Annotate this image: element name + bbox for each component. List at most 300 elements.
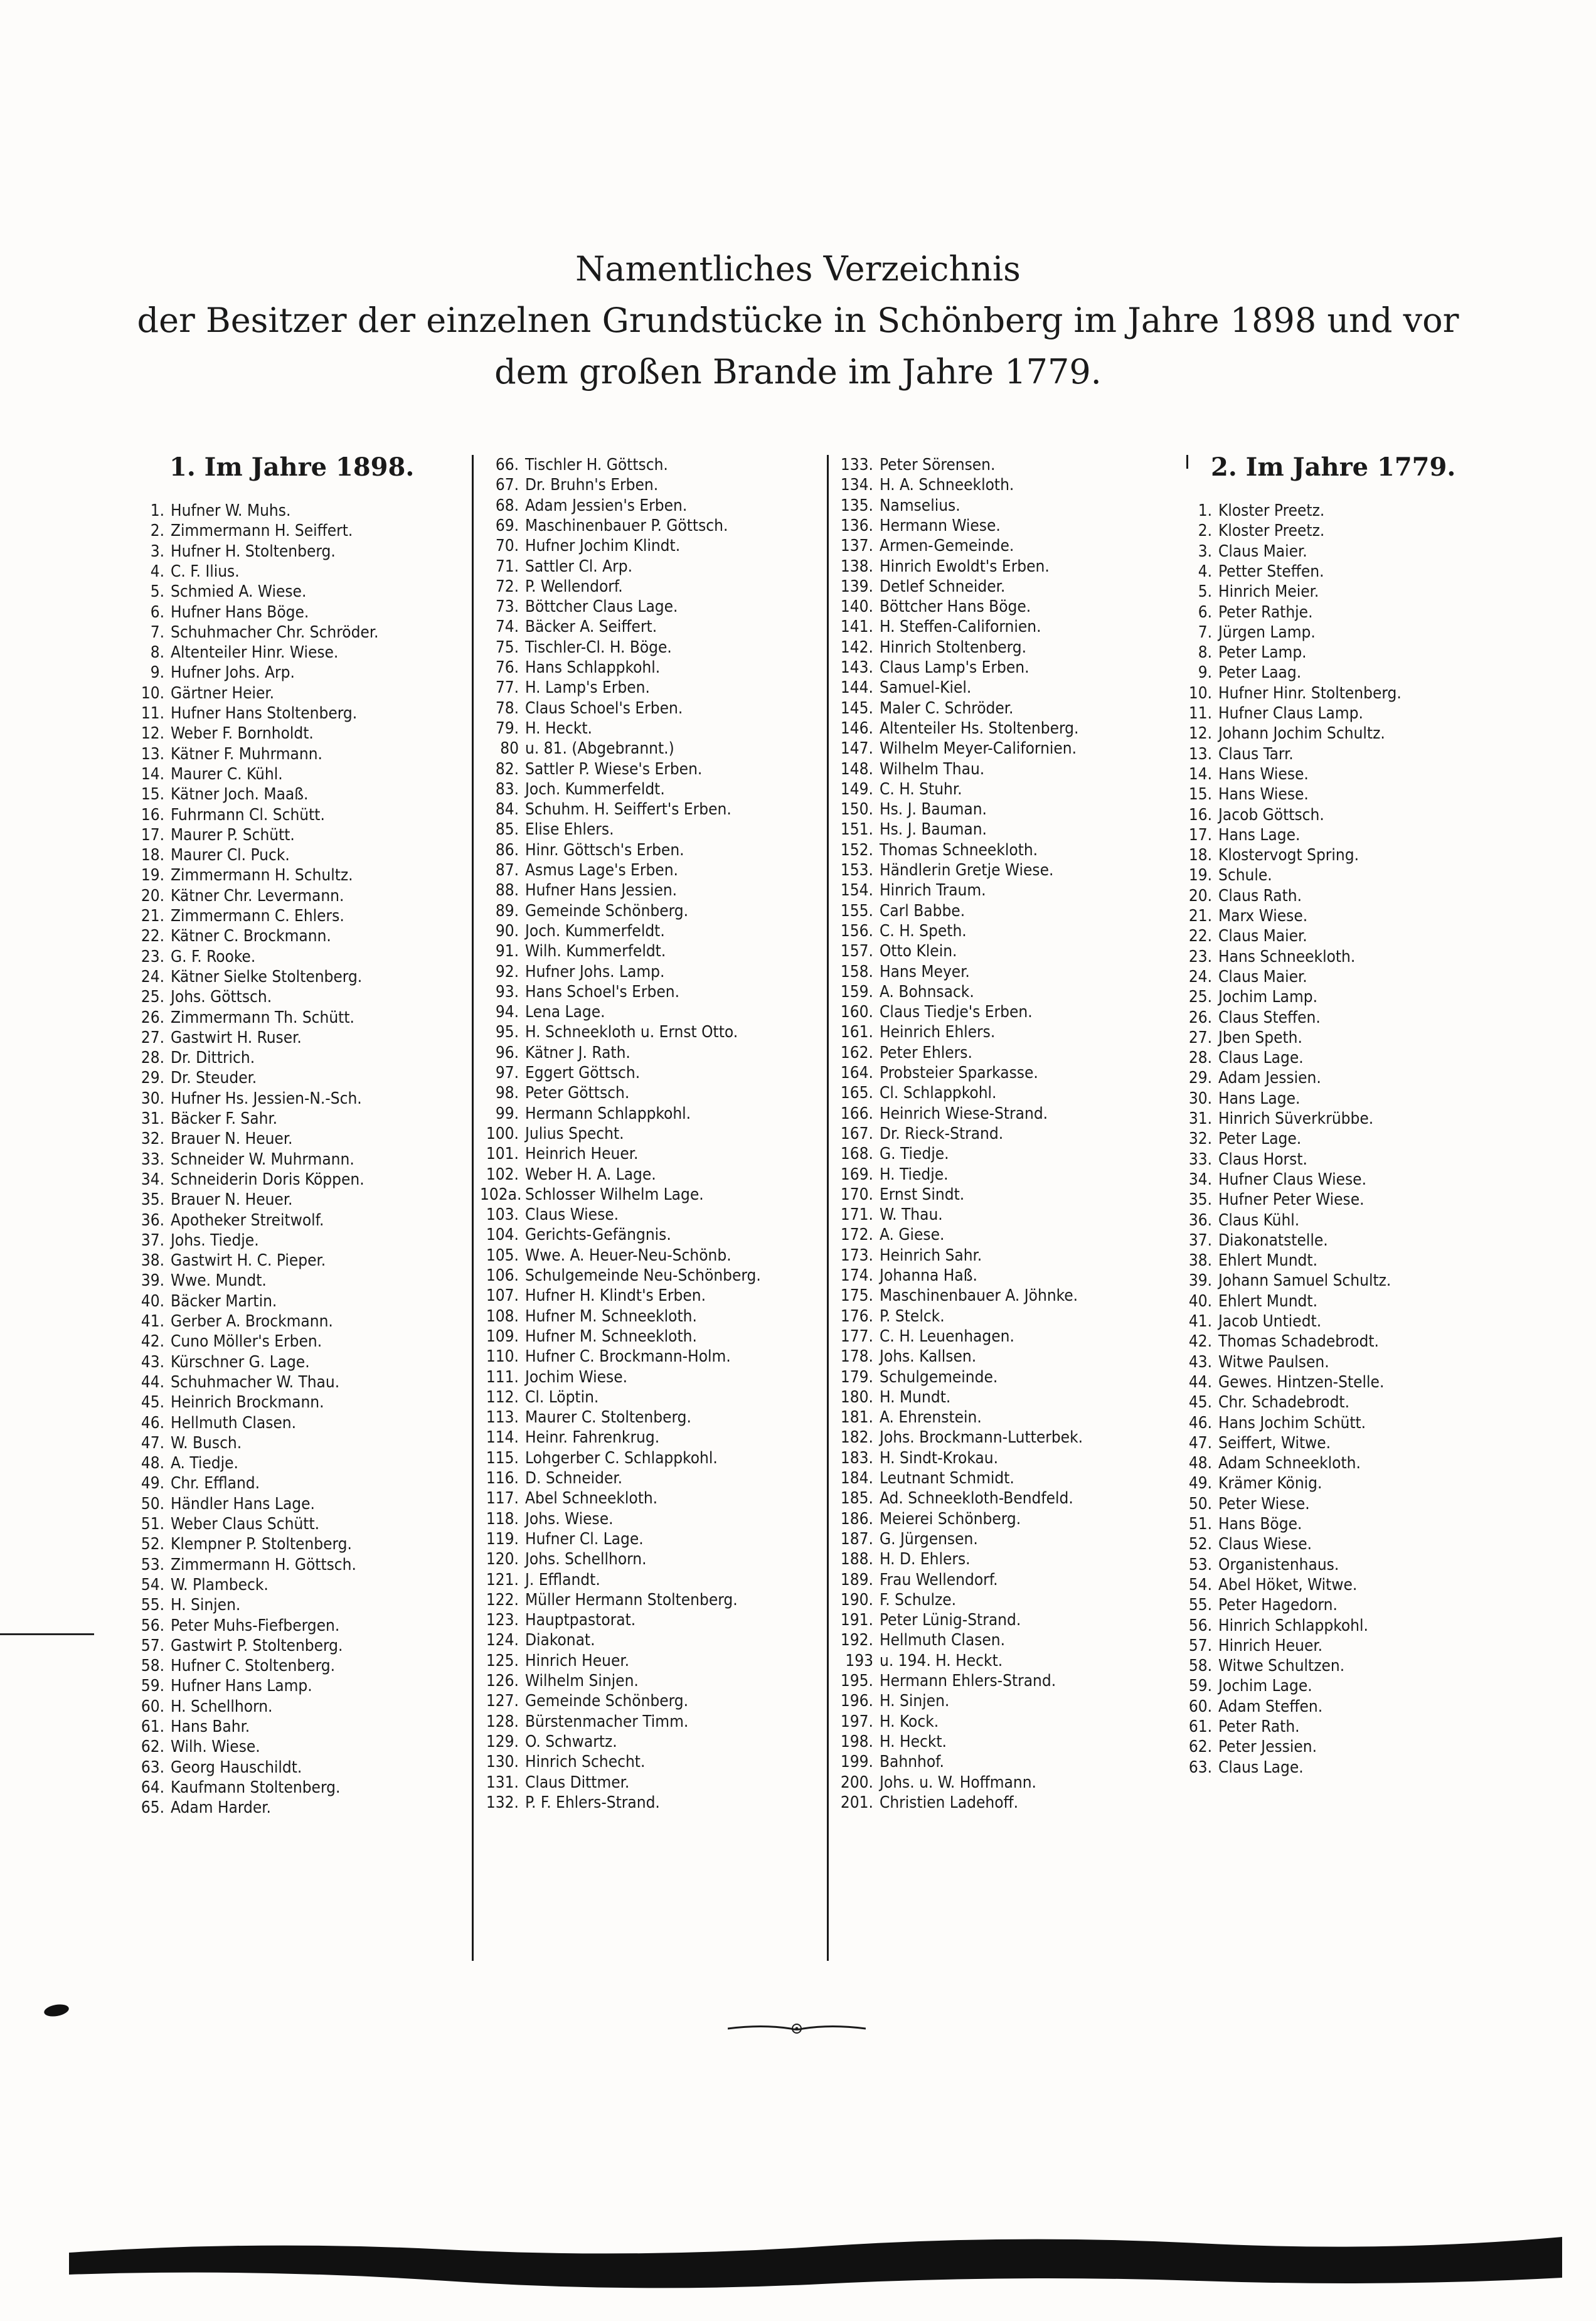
owner-name: Hinrich Schecht.: [525, 1753, 646, 1772]
owner-name: Hermann Schlappkohl.: [525, 1104, 691, 1123]
list-item: [480, 739, 674, 759]
item-number: 164.: [840, 1064, 873, 1082]
item-number: 154.: [840, 881, 873, 900]
item-number: 91.: [495, 942, 519, 961]
owner-name: Hufner Hinr. Stoltenberg.: [1218, 683, 1402, 703]
list-item: [480, 658, 660, 678]
list-item: [1184, 967, 1307, 987]
owner-name: Schule.: [1218, 866, 1272, 885]
owner-name: Hans Lage.: [1218, 1089, 1301, 1108]
list-item: [1184, 1514, 1302, 1534]
owner-name: Johann Samuel Schultz.: [1218, 1271, 1391, 1291]
owner-name: Jochim Lamp.: [1218, 988, 1318, 1007]
list-item: [480, 1286, 706, 1306]
owner-name: Dr. Dittrich.: [171, 1048, 255, 1068]
list-item: [480, 496, 687, 516]
owner-name: Bahnhof.: [880, 1753, 944, 1772]
owner-name: Klostervogt Spring.: [1218, 846, 1359, 865]
owner-name: Bürstenmacher Timm.: [525, 1712, 689, 1731]
item-number: 187.: [840, 1529, 873, 1549]
list-item: [480, 617, 657, 637]
item-number: 70.: [495, 536, 519, 556]
list-item: [138, 1089, 362, 1109]
owner-name: Adam Jessien's Erben.: [525, 496, 688, 515]
item-number: 84.: [495, 800, 519, 819]
list-item: [138, 825, 295, 845]
owner-name: Cl. Löptin.: [525, 1387, 599, 1407]
list-item: [834, 921, 967, 941]
owner-name: Kätner C. Brockmann.: [171, 927, 331, 946]
list-item: [834, 577, 1005, 597]
list-item: [834, 1427, 1083, 1448]
list-item: [1184, 1068, 1321, 1088]
owner-name: Claus Dittmer.: [525, 1773, 630, 1792]
item-number: 26.: [1188, 1008, 1212, 1027]
item-number: 68.: [495, 496, 519, 515]
owner-name: Altenteiler Hs. Stoltenberg.: [880, 718, 1079, 738]
item-number: 21.: [1188, 907, 1212, 926]
item-number: 102a.: [480, 1185, 522, 1204]
owner-name: Heinrich Ehlers.: [880, 1023, 996, 1042]
item-number: 87.: [495, 861, 519, 880]
list-item: [138, 1311, 333, 1331]
list-item: [480, 941, 666, 961]
item-number: 27.: [141, 1028, 164, 1047]
item-number: 5.: [150, 582, 164, 602]
section-1779-heading: 2. Im Jahre 1779.: [1211, 452, 1456, 482]
item-number: 71.: [495, 557, 519, 576]
owner-name: Lohgerber C. Schlappkohl.: [525, 1448, 718, 1468]
item-number: 140.: [840, 597, 873, 617]
item-number: 73.: [495, 597, 519, 617]
item-number: 38.: [1188, 1251, 1212, 1271]
list-item: [138, 1068, 257, 1088]
owner-name: H. Mundt.: [880, 1387, 951, 1407]
owner-name: Cl. Schlappkohl.: [880, 1084, 997, 1103]
list-item: [834, 1590, 956, 1610]
list-item: [138, 1230, 259, 1251]
item-number: 46.: [141, 1413, 164, 1433]
item-number: 145.: [840, 698, 873, 718]
item-number: 178.: [840, 1347, 873, 1367]
item-number: 17.: [1188, 825, 1212, 845]
list-item: [480, 557, 632, 577]
list-item: [1184, 1676, 1312, 1696]
item-number: 121.: [486, 1570, 519, 1589]
list-item: [834, 557, 1050, 577]
list-item: [480, 1671, 639, 1691]
item-number: 112.: [486, 1387, 519, 1407]
owner-name: Hufner Hans Böge.: [171, 602, 309, 622]
owner-name: W. Plambeck.: [171, 1575, 269, 1594]
owner-name: Claus Schoel's Erben.: [525, 698, 683, 718]
owner-name: Hans Schneekloth.: [1218, 947, 1356, 966]
item-number: 122.: [486, 1590, 519, 1609]
column-divider: [1186, 455, 1188, 469]
item-number: 57.: [141, 1636, 164, 1655]
owner-name: Bäcker F. Sahr.: [171, 1109, 278, 1128]
list-item: [834, 1286, 1078, 1306]
list-item: [138, 1372, 339, 1392]
owner-name: Peter Rathje.: [1218, 602, 1313, 622]
list-item: [480, 678, 650, 698]
item-number: 85.: [495, 820, 519, 840]
list-item: [834, 1630, 1005, 1650]
list-item: [138, 1453, 238, 1473]
owner-name: Hauptpastorat.: [525, 1611, 636, 1630]
list-item: [834, 1306, 945, 1326]
list-item: [834, 1488, 1073, 1508]
item-number: 125.: [486, 1651, 519, 1670]
list-item: [1184, 1636, 1322, 1656]
list-item: [1184, 947, 1355, 967]
owner-name: Apotheker Streitwolf.: [171, 1210, 324, 1230]
owner-name: Peter Hagedorn.: [1218, 1596, 1338, 1615]
item-number: 44.: [1188, 1372, 1212, 1392]
item-number: 39.: [141, 1271, 164, 1291]
list-item: [1184, 1534, 1312, 1554]
list-item: [138, 1534, 352, 1554]
item-number: 193: [845, 1651, 873, 1670]
list-item: [480, 1083, 629, 1103]
list-item: [138, 602, 309, 622]
list-item: [1184, 1331, 1379, 1352]
item-number: 195.: [840, 1672, 873, 1690]
list-item: [138, 1190, 292, 1210]
owner-name: Hufner Hans Lamp.: [171, 1677, 312, 1696]
item-number: 146.: [840, 718, 873, 738]
owner-name: Witwe Paulsen.: [1218, 1352, 1329, 1372]
item-number: 190.: [840, 1590, 873, 1609]
owner-name: Hufner C. Brockmann-Holm.: [525, 1347, 731, 1367]
list-item: [1184, 825, 1300, 845]
item-number: 136.: [840, 516, 873, 535]
owner-name: Gastwirt H. C. Pieper.: [171, 1251, 326, 1271]
owner-name: Hermann Ehlers-Strand.: [880, 1672, 1056, 1690]
item-number: 153.: [840, 861, 873, 880]
list-item: [1184, 1717, 1300, 1737]
owner-name: H. Sinjen.: [171, 1596, 241, 1615]
item-number: 43.: [1188, 1352, 1212, 1372]
list-item: [834, 1407, 982, 1427]
list-item: [480, 1712, 688, 1732]
list-item: [138, 1494, 315, 1514]
item-number: 2.: [1198, 521, 1212, 541]
list-item: [834, 1144, 949, 1164]
list-item: [1184, 683, 1402, 703]
list-item: [1184, 1230, 1328, 1251]
list-item: [834, 1712, 939, 1732]
owner-name: J. Efflandt.: [525, 1570, 600, 1589]
list-item: [138, 1331, 322, 1352]
item-number: 98.: [495, 1084, 519, 1103]
item-number: 52.: [1188, 1535, 1212, 1554]
owner-name: Schlosser Wilhelm Lage.: [525, 1185, 704, 1204]
owner-name: W. Thau.: [880, 1205, 943, 1225]
list-item: [480, 1246, 732, 1266]
list-item: [834, 1387, 950, 1407]
owner-name: Asmus Lage's Erben.: [525, 861, 678, 880]
owner-name: P. Wellendorf.: [525, 577, 623, 596]
item-number: 20.: [1188, 886, 1212, 905]
owner-name: Armen-Gemeinde.: [880, 536, 1014, 556]
owner-name: Weber Claus Schütt.: [171, 1515, 320, 1534]
owner-name: Claus Lage.: [1218, 1048, 1304, 1068]
list-item: [834, 1326, 1014, 1347]
item-number: 90.: [495, 921, 519, 941]
list-item: [834, 1671, 1056, 1691]
list-item: [138, 967, 362, 987]
owner-name: Sattler Cl. Arp.: [525, 557, 633, 576]
item-number: 19.: [1188, 866, 1212, 885]
item-number: 7.: [150, 622, 164, 642]
list-item: [138, 1514, 319, 1534]
owner-name: Hufner Hans Stoltenberg.: [171, 704, 358, 723]
item-number: 198.: [840, 1732, 873, 1751]
owner-name: Organistenhaus.: [1218, 1555, 1339, 1574]
owner-name: Zimmermann H. Seiffert.: [171, 521, 353, 541]
list-item: [834, 779, 962, 799]
owner-name: Hufner C. Stoltenberg.: [171, 1657, 336, 1676]
list-item: [480, 1144, 638, 1164]
owner-name: Claus Lage.: [1218, 1758, 1304, 1777]
owner-name: Hufner Hs. Jessien-N.-Sch.: [171, 1089, 362, 1108]
item-number: 107.: [486, 1286, 519, 1306]
owner-name: Hinrich Meier.: [1218, 582, 1319, 602]
owner-name: Lena Lage.: [525, 1003, 605, 1022]
owner-name: Ad. Schneekloth-Bendfeld.: [880, 1489, 1073, 1508]
item-number: 10.: [141, 683, 164, 703]
owner-name: Heinrich Sahr.: [880, 1246, 982, 1265]
list-item: [1184, 703, 1363, 723]
list-item: [480, 799, 732, 819]
list-item: [480, 455, 668, 475]
list-item: [1184, 1271, 1391, 1291]
list-item: [1184, 865, 1272, 885]
owner-name: Joch. Kummerfeldt.: [525, 921, 665, 941]
item-number: 47.: [141, 1433, 164, 1453]
list-item: [138, 1737, 260, 1757]
owner-name: Adam Steffen.: [1218, 1697, 1323, 1716]
list-item: [138, 845, 290, 865]
item-number: 93.: [495, 982, 519, 1001]
list-item: [834, 739, 1077, 759]
owner-name: Gärtner Heier.: [171, 683, 275, 703]
item-number: 132.: [486, 1793, 519, 1812]
owner-name: Gerichts-Gefängnis.: [525, 1225, 671, 1245]
owner-name: Hufner Cl. Lage.: [525, 1529, 644, 1549]
item-number: 3.: [150, 542, 164, 561]
list-item: [834, 698, 1013, 718]
item-number: 35.: [1188, 1190, 1212, 1210]
owner-name: Tischler H. Göttsch.: [525, 456, 668, 474]
item-number: 30.: [141, 1089, 164, 1108]
owner-name: Wilhelm Thau.: [880, 759, 985, 779]
owner-name: Witwe Schultzen.: [1218, 1657, 1345, 1676]
list-item: [480, 516, 728, 536]
item-number: 143.: [840, 658, 873, 677]
list-item: [480, 1225, 671, 1245]
list-item: [138, 1758, 302, 1778]
owner-name: Hans Wiese.: [1218, 764, 1309, 784]
owner-name: Heinrich Brockmann.: [171, 1393, 324, 1412]
item-number: 14.: [141, 764, 164, 784]
list-item: [1184, 501, 1324, 521]
owner-name: Händlerin Gretje Wiese.: [880, 861, 1054, 880]
item-number: 138.: [840, 557, 873, 576]
list-item: [138, 1433, 242, 1453]
list-item: [834, 1063, 1038, 1083]
list-item: [480, 1732, 617, 1752]
item-number: 4.: [150, 562, 164, 581]
list-item: [1184, 1251, 1317, 1271]
item-number: 176.: [840, 1306, 873, 1326]
item-number: 116.: [486, 1469, 519, 1488]
list-item: [480, 840, 684, 860]
list-item: [480, 1347, 731, 1367]
list-item: [1184, 1372, 1384, 1392]
owner-name: Schuhmacher W. Thau.: [171, 1372, 340, 1392]
list-item: [138, 582, 306, 602]
owner-name: A. Ehrenstein.: [880, 1408, 982, 1427]
item-number: 62.: [141, 1737, 164, 1757]
item-number: 16.: [141, 805, 164, 824]
scan-edge-smear: [69, 2218, 1562, 2293]
owner-name: Hs. J. Bauman.: [880, 820, 987, 840]
list-item: [480, 1427, 659, 1448]
owner-name: Peter Wiese.: [1218, 1494, 1310, 1513]
item-number: 123.: [486, 1611, 519, 1630]
owner-name: Schneider W. Muhrmann.: [171, 1150, 354, 1169]
list-item: [834, 1651, 1003, 1671]
item-number: 19.: [141, 866, 164, 885]
list-item: [834, 1002, 1033, 1022]
list-item: [480, 475, 658, 495]
list-item: [1184, 542, 1307, 562]
owner-name: Zimmermann H. Göttsch.: [171, 1555, 356, 1574]
list-item: [834, 962, 970, 982]
item-number: 173.: [840, 1246, 873, 1265]
owner-name: Hufner Claus Lamp.: [1218, 704, 1363, 723]
list-item: [138, 865, 353, 885]
list-item: [480, 638, 672, 658]
owner-name: Johs. u. W. Hoffmann.: [880, 1773, 1036, 1792]
item-number: 186.: [840, 1509, 873, 1529]
owner-name: Maurer C. Stoltenberg.: [525, 1408, 691, 1427]
list-item: [834, 638, 1026, 658]
item-number: 88.: [495, 881, 519, 900]
item-number: 7.: [1198, 622, 1212, 642]
item-number: 53.: [141, 1555, 164, 1574]
list-item: [834, 516, 1001, 536]
item-number: 4.: [1198, 562, 1212, 581]
list-item: [480, 759, 702, 779]
list-item: [834, 860, 1053, 880]
list-item: [834, 1083, 996, 1103]
owner-name: Kätner Sielke Stoltenberg.: [171, 967, 363, 986]
owner-name: G. Tiedje.: [880, 1144, 949, 1164]
owner-name: Maurer P. Schütt.: [171, 825, 295, 845]
owner-name: Maschinenbauer P. Göttsch.: [525, 516, 728, 535]
item-number: 46.: [1188, 1413, 1212, 1433]
owner-name: A. Bohnsack.: [880, 982, 974, 1001]
item-number: 5.: [1198, 582, 1212, 602]
item-number: 12.: [1188, 724, 1212, 744]
item-number: 58.: [1188, 1657, 1212, 1676]
owner-name: P. F. Ehlers-Strand.: [525, 1793, 660, 1812]
item-number: 49.: [141, 1474, 164, 1493]
item-number: 24.: [141, 967, 164, 986]
owner-name: H. Schneekloth u. Ernst Otto.: [525, 1023, 738, 1042]
owner-name: Ehlert Mundt.: [1218, 1251, 1317, 1271]
list-item: [138, 947, 255, 967]
item-number: 128.: [486, 1712, 519, 1731]
owner-name: Adam Harder.: [171, 1798, 271, 1818]
list-item: [1184, 906, 1307, 926]
owner-name: Hufner Claus Wiese.: [1218, 1170, 1366, 1189]
item-number: 14.: [1188, 764, 1212, 784]
item-number: 41.: [1188, 1312, 1212, 1331]
list-item: [1184, 1737, 1317, 1757]
owner-name: Johs. Wiese.: [525, 1509, 614, 1529]
list-item: [1184, 1352, 1329, 1372]
owner-name: C. F. Ilius.: [171, 562, 240, 581]
owner-name: Thomas Schadebrodt.: [1218, 1332, 1379, 1352]
item-number: 124.: [486, 1631, 519, 1650]
owner-name: Diakonatstelle.: [1218, 1230, 1328, 1250]
owner-name: Brauer N. Heuer.: [171, 1129, 293, 1149]
owner-name: Julius Specht.: [525, 1124, 624, 1143]
list-item: [1184, 1190, 1365, 1210]
list-item: [1184, 1210, 1299, 1230]
owner-name: Gastwirt P. Stoltenberg.: [171, 1636, 343, 1655]
owner-name: Hans Jochim Schütt.: [1218, 1413, 1366, 1433]
item-number: 199.: [840, 1753, 873, 1772]
list-item: [1184, 744, 1294, 764]
item-number: 21.: [141, 907, 164, 926]
owner-name: Claus Maier.: [1218, 927, 1307, 946]
list-item: [834, 1246, 982, 1266]
title-line-3: dem großen Brande im Jahre 1779.: [494, 352, 1102, 392]
list-item: [834, 1124, 1003, 1144]
item-number: 111.: [486, 1367, 519, 1387]
owner-name: Hellmuth Clasen.: [171, 1413, 297, 1433]
owner-name: Gemeinde Schönberg.: [525, 1692, 689, 1711]
list-item: [138, 1717, 250, 1737]
list-item: [138, 1798, 271, 1818]
owner-name: u. 194. H. Heckt.: [880, 1651, 1003, 1670]
list-item: [834, 1549, 971, 1569]
item-number: 30.: [1188, 1089, 1212, 1108]
owner-name: Hans Schoel's Erben.: [525, 982, 680, 1001]
list-item: [1184, 845, 1359, 865]
owner-name: Jacob Göttsch.: [1218, 805, 1324, 824]
item-number: 102.: [486, 1165, 519, 1184]
list-item: [480, 982, 679, 1002]
owner-name: Eggert Göttsch.: [525, 1064, 641, 1082]
owner-name: Christien Ladehoff.: [880, 1793, 1019, 1812]
item-number: 16.: [1188, 805, 1212, 824]
list-item: [138, 987, 272, 1007]
list-item: [480, 819, 614, 840]
item-number: 106.: [486, 1266, 519, 1285]
owner-name: Hufner Johs. Arp.: [171, 663, 295, 683]
owner-name: Hufner H. Stoltenberg.: [171, 542, 336, 561]
owner-name: Peter Muhs-Fiefbergen.: [171, 1616, 340, 1635]
owner-name: Hufner Johs. Lamp.: [525, 962, 665, 981]
owner-name: Maschinenbauer A. Jöhnke.: [880, 1286, 1078, 1306]
owner-name: A. Giese.: [880, 1225, 945, 1245]
